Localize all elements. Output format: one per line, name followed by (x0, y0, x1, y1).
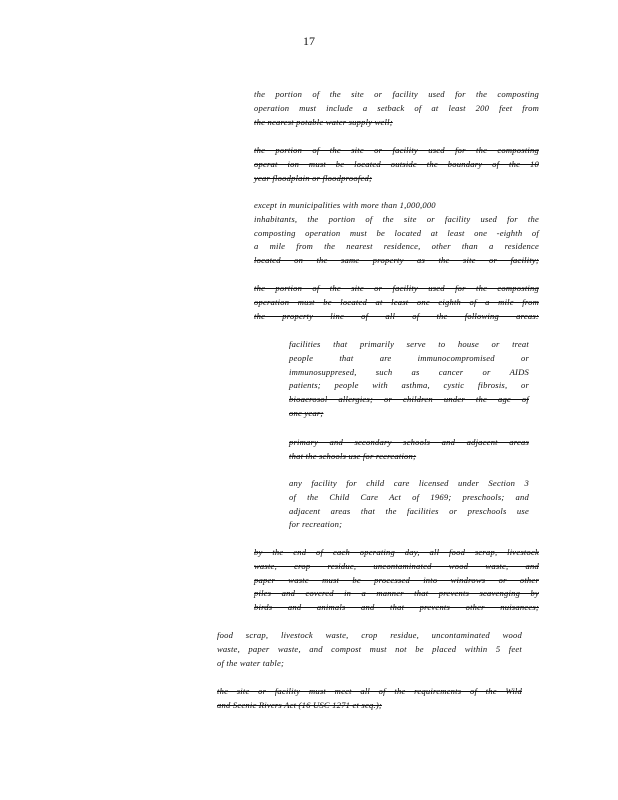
paragraph-residence-distance (254, 199, 539, 268)
text-line: the portion of the site or facility used for the composting (254, 145, 539, 155)
text-line: facilities that primarily serve to house or treat (289, 339, 529, 349)
text-line: adjacent areas that the facilities or preschools use (289, 505, 529, 516)
text-line: birds and animals and that prevents other nuisances; (254, 602, 539, 613)
text-line: patients; people with asthma, cystic fibrosis, or (289, 380, 529, 391)
text-line: the portion of the site or facility used for the composting (254, 283, 539, 293)
text-line: waste, paper waste, and compost must not be placed within 5 feet (217, 643, 522, 654)
text-line: a mile from the nearest residence, other than a residence (254, 241, 539, 252)
text-line: waste, crop residue, uncontaminated wood waste, and (254, 560, 539, 571)
paragraph-wild-scenic-rivers (217, 685, 522, 713)
text-line: operat ion must be located outside the boundary of the 10 (254, 158, 539, 169)
paragraph-property-line (254, 282, 539, 323)
paragraph-setback-water-supply (254, 88, 539, 129)
paragraph-child-care (289, 477, 529, 532)
paragraph-floodplain (254, 144, 539, 185)
text-line: one year; (289, 407, 324, 418)
text-line: the nearest potable water supply well; (254, 116, 393, 127)
text-line: year floodplain or floodproofed; (254, 172, 373, 183)
text-line: of the Child Care Act of 1969; preschools; and (289, 491, 529, 502)
text-line: located on the same property as the site or facility; (254, 255, 539, 266)
text-line: bioaerosol allergies; or children under the age of (289, 394, 529, 405)
text-line: and Scenic Rivers Act (16 USC 1271 et seq.); (217, 699, 382, 710)
text-line: immunosuppresed, such as cancer or AIDS (289, 366, 529, 377)
text-line: by the end of each operating day, all food scrap, livestock (254, 547, 539, 557)
text-line: piles and covered in a manner that prevents scavenging by (254, 588, 539, 599)
page-number: 17 (303, 34, 315, 48)
text-line: operation must include a setback of at least 200 feet from (254, 102, 539, 113)
paragraph-water-table (217, 629, 522, 670)
paragraph-health-facilities (289, 338, 529, 421)
text-line: for recreation; (289, 519, 343, 530)
text-line: people that are immunocompromised or (289, 352, 529, 363)
text-line: except in municipalities with more than 1,000,000 (254, 200, 436, 210)
text-line: operation must be located at least one eighth of a mile from (254, 296, 539, 307)
text-line: the portion of the site or facility used for the composting (254, 89, 539, 99)
text-line: the property line of all of the following areas: (254, 310, 539, 321)
text-line: that the schools use for recreation; (289, 450, 417, 461)
text-line: inhabitants, the portion of the site or facility used for the (254, 213, 539, 224)
paragraph-end-of-day-processing (254, 546, 539, 615)
text-line: paper waste must be processed into windrows or other (254, 574, 539, 585)
text-line: the site or facility must meet all of the requirements of the Wild (217, 686, 522, 696)
text-line: primary and secondary schools and adjacent areas (289, 437, 529, 447)
text-line: composting operation must be located at least one -eighth of (254, 227, 539, 238)
text-line: any facility for child care licensed under Section 3 (289, 478, 529, 488)
text-line: food scrap, livestock waste, crop residue, uncontaminated wood (217, 630, 522, 640)
paragraph-schools (289, 436, 529, 464)
text-line: of the water table; (217, 657, 285, 668)
